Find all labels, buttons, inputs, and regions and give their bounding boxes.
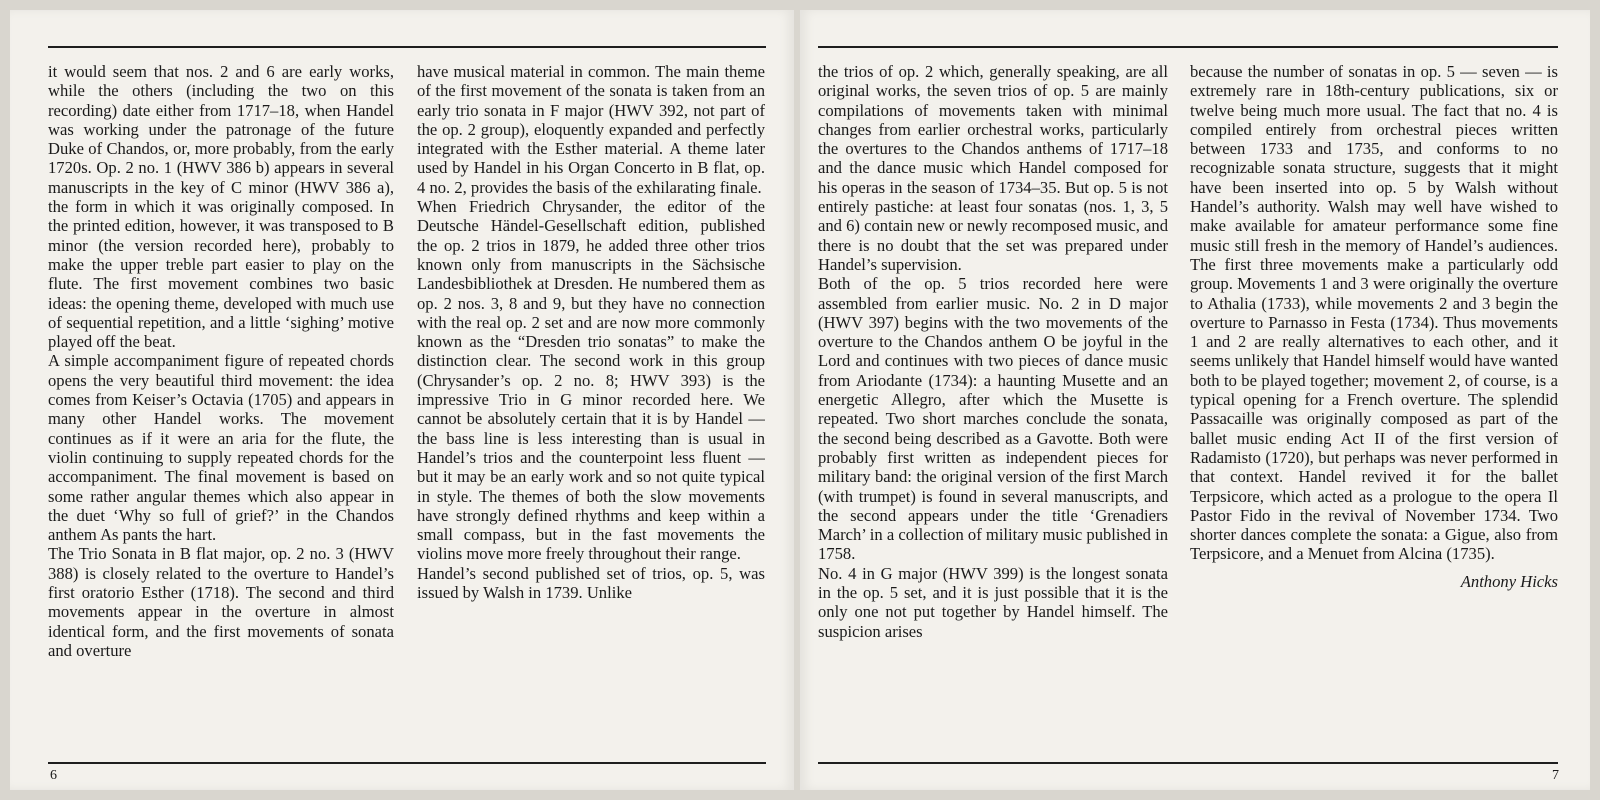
bottom-rule [818,762,1558,764]
right-column-2 [1190,62,1558,752]
paragraph: because the number of sonatas in op. 5 — seven — is extremely rare in 18th-century publications, six or twelve being much more usual. The fact that no. 4 is compiled entirely from orchestral pieces written between 1733 and 1735, and conforms to no recognizable sonata structure, suggests that it might have been inserted into op. 5 by Walsh without Handel’s authority. Walsh may well have wished to make available for amateur performance some fine music still fresh in the memory of Handel’s audiences. The first three movements make a particularly odd group. Movements 1 and 3 were originally the overture to Athalia (1733), while movements 2 and 3 begin the overture to Parnasso in Festa (1734). Thus movements 1 and 2 are really alternatives to each other, and it seems unlikely that Handel himself would have wanted both to be played together; movement 2, of course, is a typical opening for a French overture. The splendid Passacaille was originally composed as part of the ballet music ending Act II of the first version of Radamisto (1720), but perhaps was never performed in that context. Handel revived it for the ballet Terpsicore, which acted as a prologue to the opera Il Pastor Fido in the revival of November 1734. Two shorter dances complete the sonata: a Gigue, also from Terpsicore, and a Menuet from Alcina (1735). [1190,62,1558,564]
paragraph: When Friedrich Chrysander, the editor of the Deutsche Händel-Gesellschaft edition, published the op. 2 trios in 1879, he added three other trios known only from manuscripts in the Sächsische Landesbibliothek at Dresden. He numbered them as op. 2 nos. 3, 8 and 9, but they have no connection with the real op. 2 set and are now more commonly known as the “Dresden trio sonatas” to make the distinction clear. The second work in this group (Chrysander’s op. 2 no. 8; HWV 393) is the impressive Trio in G minor recorded here. We cannot be absolutely certain that it is by Handel — the bass line is less interesting than is usual in Handel’s trios and the counterpoint less fluent — but it may be an early work and so not quite typical in style. The themes of both the slow movements have strongly defined rhythms and keep within a small compass, but in the fast movements the violins move more freely throughout their range. [417,197,765,564]
bottom-rule [48,762,766,764]
paragraph: A simple accompaniment figure of repeated chords opens the very beautiful third movement: the idea comes from Keiser’s Octavia (1705) and appears in many other Handel works. The movement continues as if it were an aria for the flute, the violin continuing to supply repeated chords for the accompaniment. The final movement is based on some rather angular themes which also appear in the duet ‘Why so full of grief?’ in the Chandos anthem As pants the hart. [48,351,394,545]
paragraph: Both of the op. 5 trios recorded here were assembled from earlier music. No. 2 in D major (HWV 397) begins with the two movements of the overture to the Chandos anthem O be joyful in the Lord and continues with two pieces of dance music from Ariodante (1734): a haunting Musette and an energetic Allegro, after which the Musette is repeated. Two short marches conclude the sonata, the second being described as a Gavotte. Both were probably first written as independent pieces for military band: the original version of the first March (with trumpet) is found in several manuscripts, and the second appears under the title ‘Grenadiers March’ in a collection of military music published in 1758. [818,274,1168,564]
page-number: 7 [1552,768,1559,783]
right-column-1 [818,62,1168,752]
left-column-2 [417,62,765,752]
right-page [800,10,1590,790]
left-column-1 [48,62,394,752]
left-page [10,10,794,790]
paragraph: the trios of op. 2 which, generally speaking, are all original works, the seven trios of op. 5 are mainly compilations of movements taken with minimal changes from earlier orchestral works, particularly the overtures to the Chandos anthems of 1717–18 and the dance music which Handel composed for his operas in the season of 1734–35. But op. 5 is not entirely pastiche: at least four sonatas (nos. 1, 3, 5 and 6) contain new or newly recomposed music, and there is no doubt that the set was prepared under Handel’s supervision. [818,62,1168,274]
paragraph: Handel’s second published set of trios, op. 5, was issued by Walsh in 1739. Unlike [417,563,765,603]
paragraph: The Trio Sonata in B flat major, op. 2 no. 3 (HWV 388) is closely related to the overture to Handel’s first oratorio Esther (1718). The second and third movements appear in the overture in almost identical form, and the first movements of sonata and overture [48,544,394,660]
page-number: 6 [50,768,57,783]
author-signature: Anthony Hicks [1460,571,1558,591]
paragraph: have musical material in common. The main theme of the first movement of the sonata is taken from an early trio sonata in F major (HWV 392, not part of the op. 2 group), eloquently expanded and perfectly integrated with the Esther material. A theme later used by Handel in his Organ Concerto in B flat, op. 4 no. 2, provides the basis of the exhilarating finale. [417,62,765,197]
paragraph: it would seem that nos. 2 and 6 are early works, while the others (including the two on this recording) date either from 1717–18, when Handel was working under the patronage of the future Duke of Chandos, or, more probably, from the early 1720s. Op. 2 no. 1 (HWV 386 b) appears in several manuscripts in the key of C minor (HWV 386 a), the form in which it was originally composed. In the printed edition, however, it was transposed to B minor (the version recorded here), probably to make the upper treble part easier to play on the flute. The first movement combines two basic ideas: the opening theme, developed with much use of sequential repetition, and a little ‘sighing’ motive played off the beat. [48,62,394,352]
top-rule [48,46,766,48]
top-rule [818,46,1558,48]
paragraph: No. 4 in G major (HWV 399) is the longest sonata in the op. 5 set, and it is just possible that it is the only one not put together by Handel himself. The suspicion arises [818,563,1168,641]
